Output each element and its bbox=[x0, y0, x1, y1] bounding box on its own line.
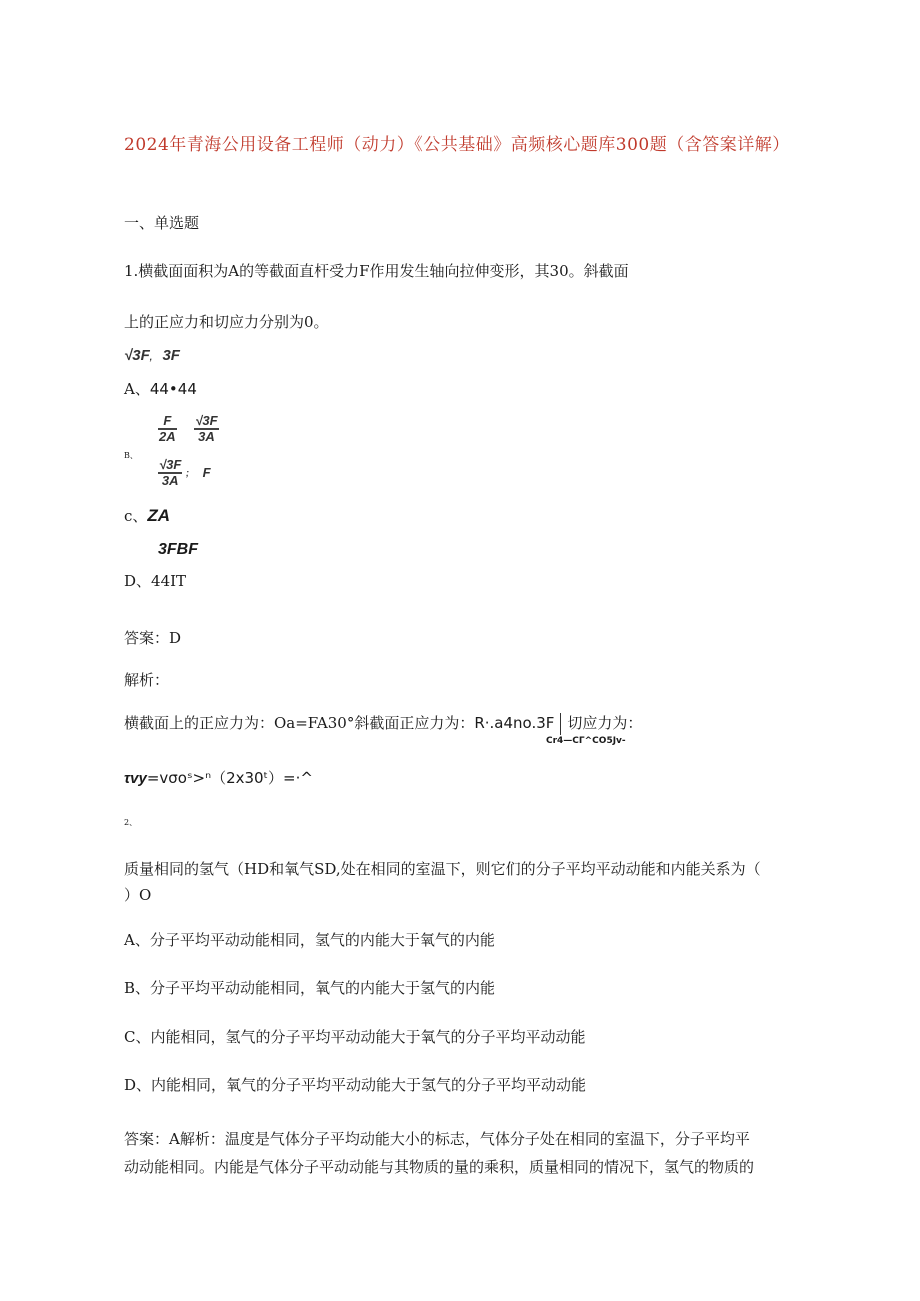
q1-option-a-formula-image bbox=[124, 347, 180, 364]
option-label: A、 bbox=[124, 380, 150, 398]
formula-term: √3F bbox=[124, 347, 150, 364]
q1-answer: 答案：D bbox=[124, 629, 182, 647]
q2-stem-line1: 质量相同的氢气（HD和氧气SD,处在相同的室温下，则它们的分子平均平动动能和内能关系为（ bbox=[124, 860, 761, 878]
q2-option-b: B、分子平均平动动能相同，氧气的内能大于氢气的内能 bbox=[124, 979, 496, 997]
option-label: c、 bbox=[124, 507, 148, 525]
q1-option-a bbox=[124, 378, 197, 399]
formula-term: 3F bbox=[162, 347, 180, 364]
fraction bbox=[158, 414, 177, 443]
q1-option-b-formula-image bbox=[158, 414, 219, 443]
analysis-formula: R·.a4no.3F bbox=[474, 714, 555, 732]
q2-option-d: D、内能相同，氧气的分子平均平动动能大于氢气的分子平均平动动能 bbox=[124, 1076, 587, 1094]
divider-bar bbox=[560, 713, 561, 735]
fraction-denominator: 2A bbox=[159, 428, 176, 444]
fraction-denominator: 3A bbox=[198, 428, 215, 444]
formula-separator: , bbox=[149, 352, 153, 362]
q2-number: 2、 bbox=[124, 818, 138, 827]
q1-stem-line2: 上的正应力和切应力分别为0。 bbox=[124, 313, 329, 331]
fraction-numerator: √3F bbox=[159, 457, 182, 472]
fraction-denominator: 3A bbox=[161, 472, 179, 488]
fraction-numerator: F bbox=[158, 414, 177, 430]
q1-analysis-label: 解析： bbox=[124, 671, 170, 689]
q1-stem-line1: 1.横截面面积为A的等截面直杆受力F作用发生轴向拉伸变形，其30。斜截面 bbox=[124, 262, 629, 280]
q2-answer-line2: 动动能相同。内能是气体分子平动动能与其物质的量的乘积，质量相同的情况下，氢气的物质的 bbox=[124, 1158, 755, 1176]
q1-option-b-formula-image-2 bbox=[158, 458, 211, 487]
q2-stem-line2: ）O bbox=[124, 886, 152, 904]
q1-analysis-subscript: Cr4—CΓ^CO5Jv- bbox=[546, 736, 626, 746]
fraction bbox=[194, 414, 218, 443]
formula-term: F bbox=[202, 465, 211, 481]
tau-symbol: τvy bbox=[124, 770, 147, 787]
option-text: 44IT bbox=[151, 572, 187, 590]
document-title: 2024年青海公用设备工程师（动力）《公共基础》高频核心题库300题（含答案详解） bbox=[124, 135, 790, 155]
q2-option-a: A、分子平均平动动能相同，氢气的内能大于氧气的内能 bbox=[124, 931, 495, 949]
fraction bbox=[158, 458, 182, 487]
formula-separator: ; bbox=[185, 468, 189, 479]
section-heading: 一、单选题 bbox=[124, 214, 200, 232]
option-text: 44•44 bbox=[149, 380, 197, 398]
fraction-numerator: √3F bbox=[195, 413, 218, 428]
q1-analysis-line1 bbox=[124, 712, 642, 735]
q1-option-d-formula: 3FBF bbox=[158, 541, 198, 558]
q2-answer-line1: 答案：A解析：温度是气体分子平均动能大小的标志，气体分子处在相同的室温下，分子平均平 bbox=[124, 1130, 750, 1148]
q1-option-b-label: B、 bbox=[124, 451, 138, 460]
q1-analysis-line2 bbox=[124, 767, 313, 788]
analysis-text: 切应力为： bbox=[567, 714, 643, 732]
option-label: D、 bbox=[124, 572, 152, 590]
analysis-text: 横截面上的正应力为：Oa=FA30°斜截面正应力为： bbox=[124, 714, 475, 732]
analysis-formula: =vσoˢ>ⁿ（2x30ᵗ）=·^ bbox=[146, 769, 313, 787]
q1-option-d bbox=[124, 570, 186, 591]
q1-option-c bbox=[124, 505, 170, 526]
option-text: ZA bbox=[147, 506, 171, 525]
q2-option-c: C、内能相同，氢气的分子平均平动动能大于氧气的分子平均平动动能 bbox=[124, 1028, 586, 1046]
